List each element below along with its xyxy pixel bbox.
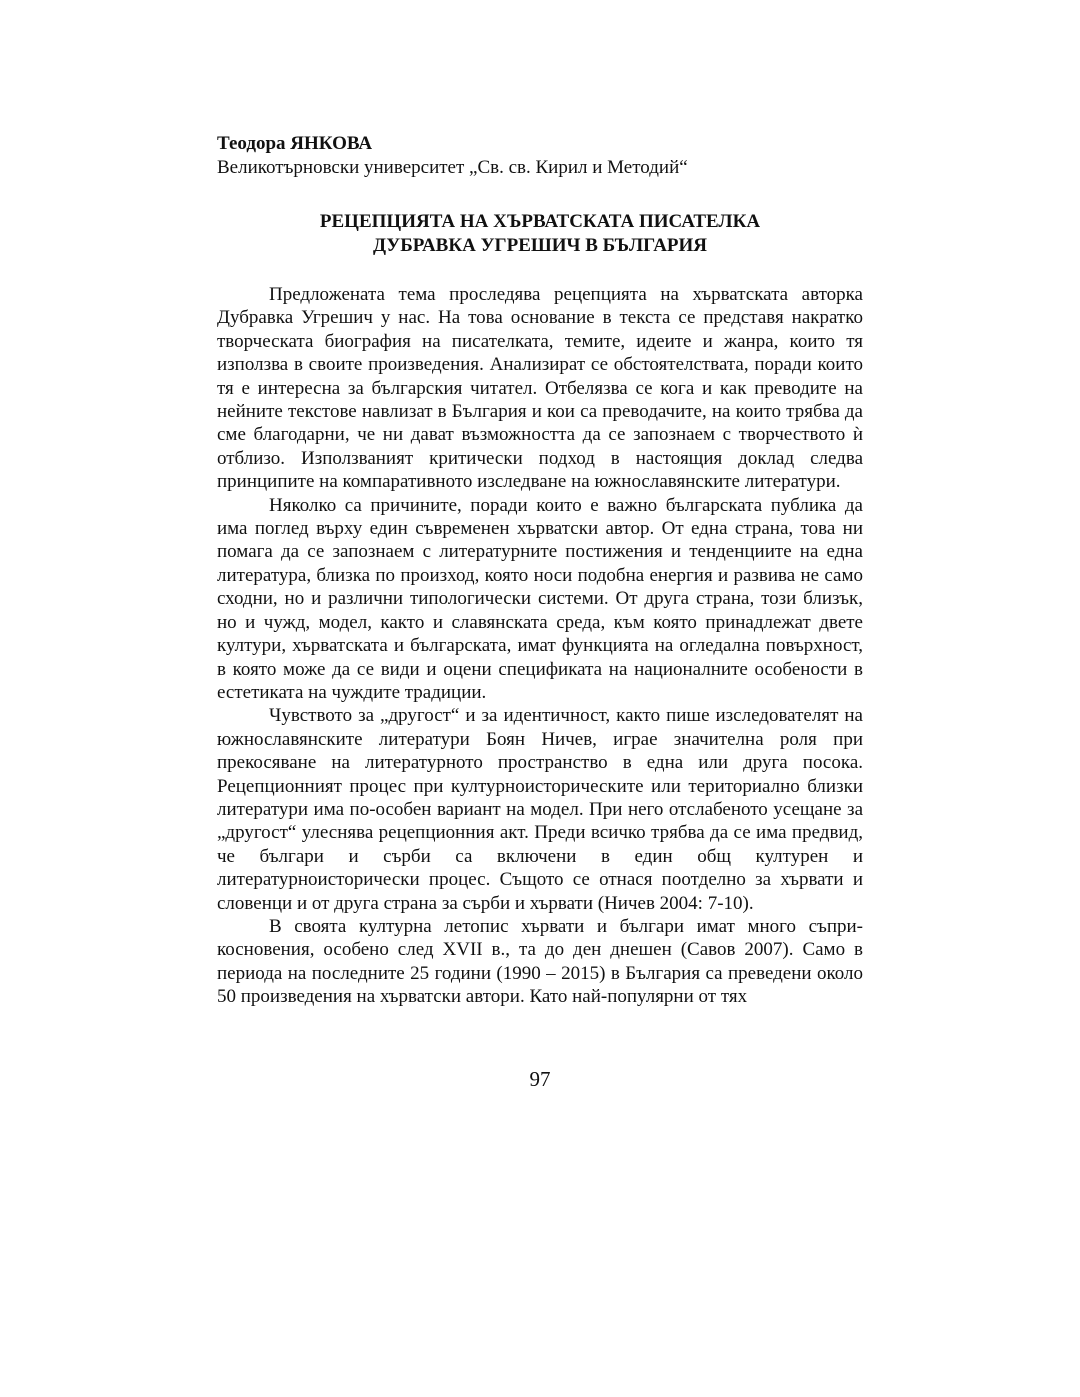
body-paragraph: В своята културна летопис хървати и българи имат много съприкосновения, особено след XVII в., та до ден днешен (Савов 2007). Само в периода на последните 25 години (1990 – 2015) в България са преведени около 50 произведения на хърватски автори. Като най-популярни от тях: [217, 915, 863, 1008]
body-paragraph: Предложената тема проследява рецепцията на хърватската авторка Дубравка Угрешич у нас. На това основание в текста се представя накратко творческата биография на писателката, темите, идеите и жанра, които тя използва в своите произведения. Анализират се обстоятелствата, поради които тя е интересна за българския читател. Отбелязва се кога и как преводите на нейните текстове навлизат в България и кои са преводачите, на които трябва да сме благодарни, че ни дават възможността да се запознаем с творчеството ѝ отблизо. Използваният критически подход в настоящия доклад следва принципите на компаративното изследване на южнославянските литератури.: [217, 284, 863, 493]
article-title-line-1: РЕЦЕПЦИЯТА НА ХЪРВАТСКАТА ПИСАТЕЛКА: [319, 211, 761, 232]
body-paragraph: Чувството за „другост“ и за идентичност, както пише изследователят на южнославянските литератури Боян Ничев, играе значителна роля при прекосяване на литературното пространство в една или друга посока. Рецепционният процес при културноисторическите или териториално близки литератури има по-особен вариант на модел. При него отслабеното усещане за „другост“ улеснява рецепционния акт. Преди всичко трябва да се има предвид, че българи и сърби са включени в един общ културен и литературноисторически процес. Същото се отнася поотделно за хървати и словенци и от друга страна за сърби и хървати (Ничев 2004: 7-10).: [217, 705, 863, 914]
author-affiliation: Великотърновски университет „Св. св. Кирил и Методий“: [217, 157, 688, 178]
body-paragraph: Няколко са причините, поради които е важно българската публика да има поглед върху един съвременен хърватски автор. От една страна, това ни помага да се запознаем с литературните постижения и тенденциите на една литература, близка по произход, която носи подобна енергия и развива не само сходни, но и различни типологически системи. От друга страна, този близък, но и чужд, модел, както и славянската среда, към която принадлежат двете култури, хърватската и българската, имат функцията на огледална повърхност, в която може да се види и оцени спецификата на националните особености в естетиката на чуждите традиции.: [217, 494, 863, 703]
article-title-line-2: ДУБРАВКА УГРЕШИЧ В БЪЛГАРИЯ: [372, 235, 708, 256]
article-title: [217, 210, 863, 258]
author-name: Теодора ЯНКОВА: [217, 133, 373, 154]
article-body: [217, 283, 863, 1009]
page-number: 97: [529, 1067, 551, 1091]
